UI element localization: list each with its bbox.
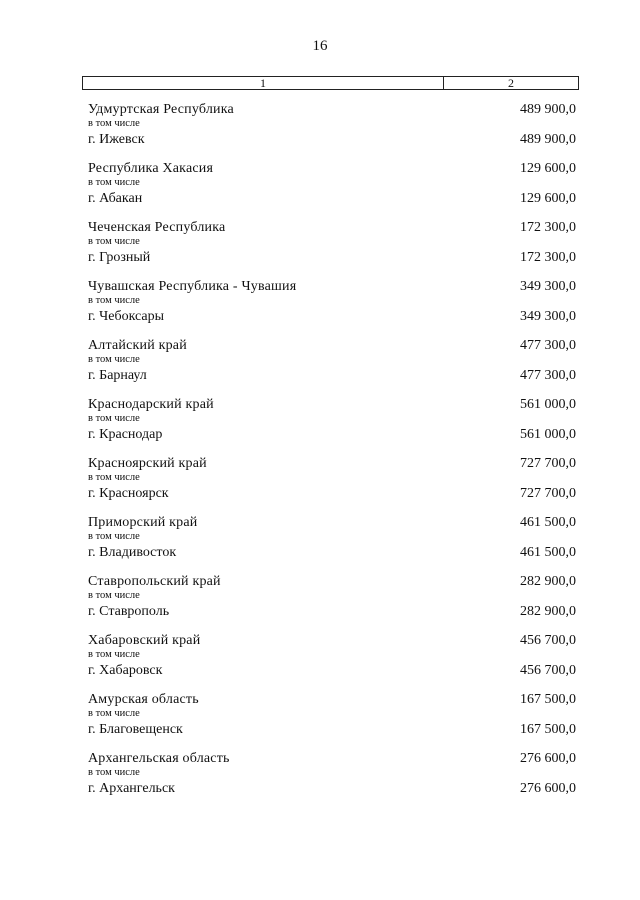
including-label: в том числе bbox=[88, 118, 140, 129]
including-label: в том числе bbox=[88, 295, 140, 306]
region-name: Чеченская Республика bbox=[88, 220, 226, 235]
including-label: в том числе bbox=[88, 236, 140, 247]
including-label: в том числе bbox=[88, 767, 140, 778]
city-amount: 282 900,0 bbox=[520, 604, 576, 619]
city-amount: 727 700,0 bbox=[520, 486, 576, 501]
including-label: в том числе bbox=[88, 708, 140, 719]
entry-row bbox=[88, 456, 576, 515]
region-amount: 276 600,0 bbox=[520, 751, 576, 766]
city-amount: 129 600,0 bbox=[520, 191, 576, 206]
region-amount: 167 500,0 bbox=[520, 692, 576, 707]
column-header-1: 1 bbox=[83, 77, 444, 89]
city-name: г. Красноярск bbox=[88, 486, 169, 501]
entry-row bbox=[88, 338, 576, 397]
city-name: г. Благовещенск bbox=[88, 722, 183, 737]
region-name: Краснодарский край bbox=[88, 397, 214, 412]
entry-row bbox=[88, 102, 576, 161]
region-name: Чувашская Республика - Чувашия bbox=[88, 279, 297, 294]
column-header-row bbox=[82, 76, 579, 90]
city-name: г. Ижевск bbox=[88, 132, 145, 147]
city-name: г. Хабаровск bbox=[88, 663, 163, 678]
region-name: Ставропольский край bbox=[88, 574, 221, 589]
entry-row bbox=[88, 161, 576, 220]
region-amount: 477 300,0 bbox=[520, 338, 576, 353]
region-name: Красноярский край bbox=[88, 456, 207, 471]
city-name: г. Грозный bbox=[88, 250, 151, 265]
city-amount: 477 300,0 bbox=[520, 368, 576, 383]
including-label: в том числе bbox=[88, 531, 140, 542]
entry-row bbox=[88, 633, 576, 692]
entry-row bbox=[88, 515, 576, 574]
including-label: в том числе bbox=[88, 413, 140, 424]
region-name: Приморский край bbox=[88, 515, 198, 530]
city-amount: 561 000,0 bbox=[520, 427, 576, 442]
entry-row bbox=[88, 397, 576, 456]
city-name: г. Барнаул bbox=[88, 368, 147, 383]
including-label: в том числе bbox=[88, 177, 140, 188]
region-amount: 282 900,0 bbox=[520, 574, 576, 589]
city-name: г. Краснодар bbox=[88, 427, 163, 442]
region-amount: 461 500,0 bbox=[520, 515, 576, 530]
region-name: Республика Хакасия bbox=[88, 161, 214, 176]
entry-row bbox=[88, 751, 576, 810]
region-amount: 561 000,0 bbox=[520, 397, 576, 412]
region-amount: 489 900,0 bbox=[520, 102, 576, 117]
region-amount: 456 700,0 bbox=[520, 633, 576, 648]
city-amount: 461 500,0 bbox=[520, 545, 576, 560]
region-amount: 727 700,0 bbox=[520, 456, 576, 471]
region-name: Алтайский край bbox=[88, 338, 187, 353]
including-label: в том числе bbox=[88, 354, 140, 365]
entry-row bbox=[88, 279, 576, 338]
allocation-list bbox=[88, 102, 576, 810]
city-name: г. Владивосток bbox=[88, 545, 177, 560]
region-name: Хабаровский край bbox=[88, 633, 201, 648]
entry-row bbox=[88, 220, 576, 279]
page-number: 16 bbox=[312, 38, 328, 54]
including-label: в том числе bbox=[88, 590, 140, 601]
region-name: Удмуртская Республика bbox=[88, 102, 234, 117]
region-name: Архангельская область bbox=[88, 751, 230, 766]
including-label: в том числе bbox=[88, 472, 140, 483]
city-name: г. Архангельск bbox=[88, 781, 175, 796]
region-amount: 129 600,0 bbox=[520, 161, 576, 176]
entry-row bbox=[88, 692, 576, 751]
region-amount: 349 300,0 bbox=[520, 279, 576, 294]
city-amount: 489 900,0 bbox=[520, 132, 576, 147]
city-amount: 276 600,0 bbox=[520, 781, 576, 796]
city-name: г. Ставрополь bbox=[88, 604, 170, 619]
entry-row bbox=[88, 574, 576, 633]
column-header-2: 2 bbox=[508, 76, 514, 90]
city-amount: 456 700,0 bbox=[520, 663, 576, 678]
city-name: г. Чебоксары bbox=[88, 309, 165, 324]
region-amount: 172 300,0 bbox=[520, 220, 576, 235]
city-amount: 167 500,0 bbox=[520, 722, 576, 737]
city-name: г. Абакан bbox=[88, 191, 143, 206]
region-name: Амурская область bbox=[88, 692, 199, 707]
including-label: в том числе bbox=[88, 649, 140, 660]
city-amount: 349 300,0 bbox=[520, 309, 576, 324]
city-amount: 172 300,0 bbox=[520, 250, 576, 265]
